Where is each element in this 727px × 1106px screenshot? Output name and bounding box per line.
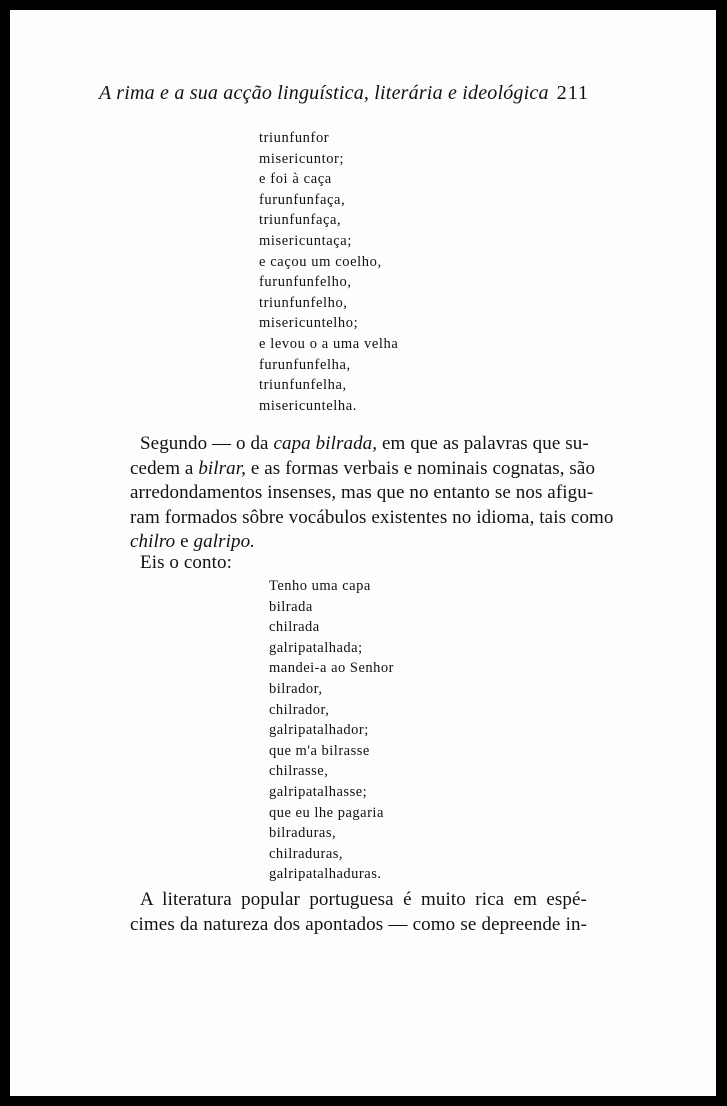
verse-line: furunfunfaça,: [259, 191, 346, 208]
verse-line: galripatalhada;: [269, 639, 363, 656]
paragraph-literatura: [130, 888, 587, 937]
verse-line: Tenho uma capa: [269, 578, 371, 594]
paragraph-line: A literatura popular portuguesa é muito rica em espé-: [140, 889, 587, 910]
verse-line: e foi à caça: [259, 171, 332, 188]
verse-line: galripatalhasse;: [269, 783, 368, 800]
verse-line: triunfunfor: [259, 130, 330, 146]
verse-line: misericuntelha.: [259, 397, 357, 414]
page-number: 211: [556, 82, 589, 104]
verse-line: que m'a bilrasse: [269, 742, 370, 759]
verse-line: bilrador,: [269, 680, 323, 697]
verse-line: que eu lhe pagaria: [269, 804, 384, 821]
verse-line: chilrada: [269, 619, 320, 636]
book-page: [10, 10, 716, 1096]
verse-line: mandei-a ao Senhor: [269, 660, 394, 677]
paragraph-eis-o-conto: Eis o conto:: [140, 552, 232, 573]
verse-line: furunfunfelha,: [259, 356, 351, 373]
verse-line: bilraduras,: [269, 825, 337, 842]
verse-line: furunfunfelho,: [259, 274, 352, 291]
paragraph-line: chilro e galripo.: [130, 531, 256, 552]
paragraph-line: ram formados sôbre vocábulos existentes no idioma, tais como: [130, 506, 614, 528]
verse-line: triunfunfelho,: [259, 294, 348, 311]
header-title: A rima e a sua acção linguística, literária e ideológica: [99, 82, 549, 104]
verse-line: triunfunfelha,: [259, 377, 347, 394]
verse-line: misericuntor;: [259, 150, 345, 167]
paragraph-line: cedem a bilrar, e as formas verbais e nominais cognatas, são: [130, 457, 596, 479]
verse-line: misericuntaça;: [259, 232, 352, 249]
paragraph-line: arredondamentos insenses, mas que no entanto se nos afigu-: [130, 482, 594, 503]
paragraph-segundo: [130, 432, 614, 555]
verse-line: misericuntelho;: [259, 315, 359, 332]
verse-line: galripatalhaduras.: [269, 866, 382, 883]
verse-block-2: [269, 576, 394, 885]
verse-line: galripatalhador;: [269, 722, 369, 739]
paragraph-line: cimes da natureza dos apontados — como se depreende in-: [130, 913, 587, 935]
verse-block-1: [259, 128, 398, 416]
paragraph-line: Segundo — o da capa bilrada, em que as palavras que su-: [140, 433, 589, 454]
verse-line: chilraduras,: [269, 845, 344, 862]
running-header: [99, 82, 589, 105]
verse-line: chilrador,: [269, 701, 330, 718]
verse-line: bilrada: [269, 598, 313, 615]
verse-line: e levou o a uma velha: [259, 335, 399, 352]
verse-line: chilrasse,: [269, 763, 329, 780]
verse-line: triunfunfaça,: [259, 212, 342, 229]
verse-line: e caçou um coelho,: [259, 253, 382, 270]
